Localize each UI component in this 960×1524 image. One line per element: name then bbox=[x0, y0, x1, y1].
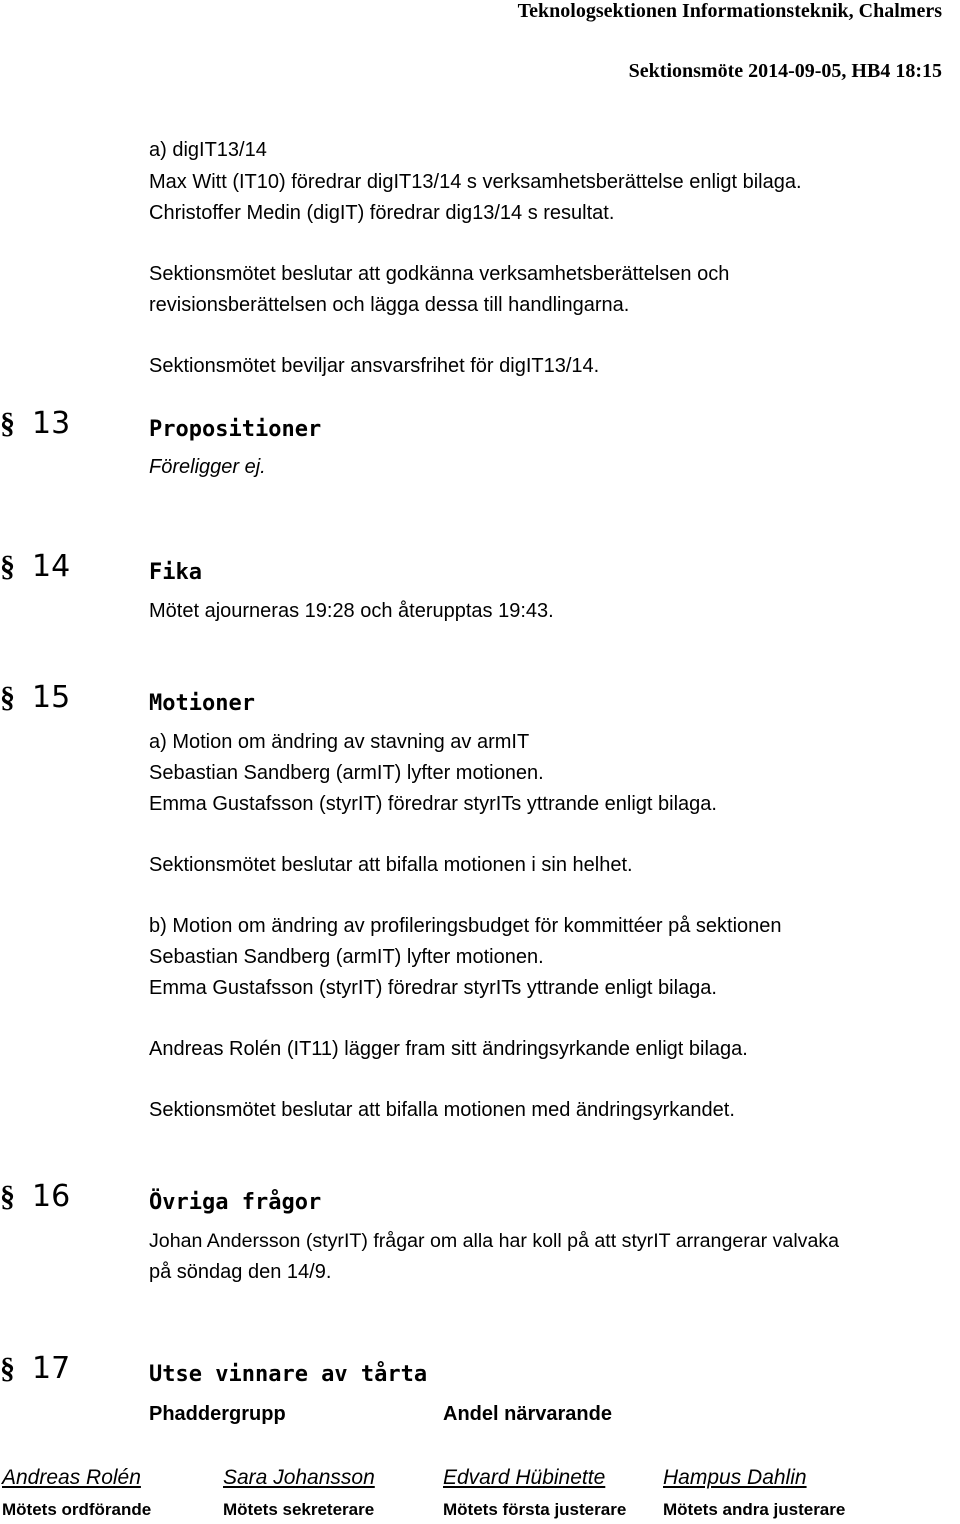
section-title: Utse vinnare av tårta bbox=[149, 1362, 428, 1387]
column-header-attendance: Andel närvarande bbox=[443, 1403, 612, 1425]
section-mark: § bbox=[0, 1180, 15, 1213]
signature-role-second-adjuster: Mötets andra justerare bbox=[663, 1500, 846, 1519]
section-mark: § bbox=[0, 1352, 15, 1385]
section-body-line-1: Johan Andersson (styrIT) frågar om alla har koll på att styrIT arrangerar valvaka bbox=[149, 1230, 840, 1252]
motion-b-line-3: Andreas Rolén (IT11) lägger fram sitt ändringsyrkande enligt bilaga. bbox=[149, 1038, 748, 1060]
motion-a-title: a) Motion om ändring av stavning av armIT bbox=[149, 731, 530, 753]
signature-name-secretary: Sara Johansson bbox=[223, 1466, 375, 1489]
signature-name-second-adjuster: Hampus Dahlin bbox=[663, 1466, 807, 1489]
motion-a-line-1: Sebastian Sandberg (armIT) lyfter motionen. bbox=[149, 762, 544, 784]
section-number: 16 bbox=[32, 1179, 71, 1214]
signature-role-secretary: Mötets sekreterare bbox=[223, 1500, 375, 1519]
header-organization: Teknologsektionen Informationsteknik, Chalmers bbox=[517, 0, 942, 22]
signature-role-first-adjuster: Mötets första justerare bbox=[443, 1500, 627, 1519]
signature-role-chair: Mötets ordförande bbox=[2, 1500, 152, 1519]
header-meeting: Sektionsmöte 2014-09-05, HB4 18:15 bbox=[628, 60, 942, 82]
motion-b-title: b) Motion om ändring av profileringsbudget för kommittéer på sektionen bbox=[149, 915, 782, 937]
motion-b-line-1: Sebastian Sandberg (armIT) lyfter motionen. bbox=[149, 946, 544, 968]
signature-name-first-adjuster: Edvard Hübinette bbox=[443, 1466, 606, 1489]
intro-decision-2: Sektionsmötet beviljar ansvarsfrihet för digIT13/14. bbox=[149, 355, 600, 377]
column-header-group: Phaddergrupp bbox=[149, 1403, 286, 1425]
signature-name-chair: Andreas Rolén bbox=[2, 1466, 141, 1489]
intro-line-1: Max Witt (IT10) föredrar digIT13/14 s verksamhetsberättelse enligt bilaga. bbox=[149, 171, 802, 193]
intro-decision-1-line-1: Sektionsmötet beslutar att godkänna verksamhetsberättelsen och bbox=[149, 263, 730, 285]
section-number: 13 bbox=[32, 406, 71, 441]
section-title: Motioner bbox=[149, 691, 255, 716]
intro-decision-1-line-2: revisionsberättelsen och lägga dessa till handlingarna. bbox=[149, 294, 630, 316]
section-mark: § bbox=[0, 407, 15, 440]
intro-line-2: Christoffer Medin (digIT) föredrar dig13/14 s resultat. bbox=[149, 202, 615, 224]
section-number: 15 bbox=[32, 680, 71, 715]
section-title: Övriga frågor bbox=[149, 1190, 322, 1215]
section-mark: § bbox=[0, 550, 15, 583]
section-title: Propositioner bbox=[149, 417, 322, 442]
section-number: 14 bbox=[32, 549, 71, 584]
section-body: Mötet ajourneras 19:28 och återupptas 19:43. bbox=[149, 600, 554, 622]
motion-a-line-2: Emma Gustafsson (styrIT) föredrar styrITs yttrande enligt bilaga. bbox=[149, 793, 717, 815]
section-title: Fika bbox=[149, 560, 202, 585]
motion-a-decision: Sektionsmötet beslutar att bifalla motionen i sin helhet. bbox=[149, 854, 633, 876]
motion-b-decision: Sektionsmötet beslutar att bifalla motionen med ändringsyrkandet. bbox=[149, 1099, 735, 1121]
motion-b-line-2: Emma Gustafsson (styrIT) föredrar styrITs yttrande enligt bilaga. bbox=[149, 977, 717, 999]
section-body-line-2: på söndag den 14/9. bbox=[149, 1261, 332, 1283]
section-number: 17 bbox=[32, 1351, 71, 1386]
section-mark: § bbox=[0, 681, 15, 714]
section-body: Föreligger ej. bbox=[149, 456, 266, 478]
intro-a-title: a) digIT13/14 bbox=[149, 139, 267, 161]
